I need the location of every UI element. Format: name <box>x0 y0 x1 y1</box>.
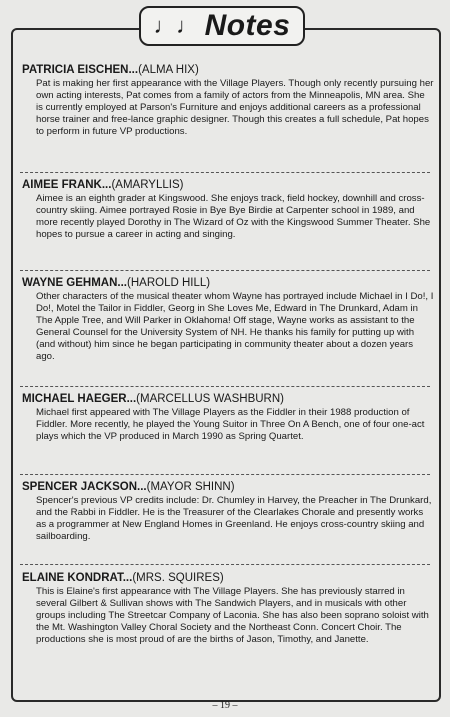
bio-entry-frank <box>22 178 440 241</box>
cast-name: WAYNE GEHMAN... <box>22 277 128 289</box>
divider <box>20 564 430 565</box>
bio-entry-gehman <box>22 276 440 362</box>
bio-entry-haeger <box>22 392 440 443</box>
cast-name: MICHAEL HAEGER... <box>22 393 137 405</box>
cast-role: (MAYOR SHINN) <box>146 481 235 493</box>
cast-name: ELAINE KONDRAT... <box>22 572 133 584</box>
cast-role: (AMARYLLIS) <box>111 179 184 191</box>
cast-name: SPENCER JACKSON... <box>22 481 147 493</box>
bio-text: Spencer's previous VP credits include: Dr. Chumley in Harvey, the Preacher in The Drunkard, and the Rabbi in Fiddler. He is the Treasurer of the Clearlakes Chorale and presently works as a programmer at New England Homes in Greenland. He enjoys cross-country skiing and sailboarding. <box>36 495 432 542</box>
bio-heading <box>22 178 440 192</box>
divider <box>20 172 430 173</box>
bio-text: Aimee is an eighth grader at Kingswood. She enjoys track, field hockey, downhill and cross-country skiing. Aimee portrayed Rosie in Bye Bye Birdie at Carpenter school in 1989, and more recently played Dorothy in The Wizard of Oz with the Kingswood Summer Theater. She hopes to pursue a career in acting and singing. <box>36 193 431 240</box>
cast-role: (HAROLD HILL) <box>127 277 211 289</box>
bio-heading <box>22 63 440 77</box>
notes-title-box <box>139 6 305 46</box>
musical-notes-icon: ♩♩ <box>153 13 199 38</box>
bio-text: Michael first appeared with The Village Players as the Fiddler in their 1988 production of Fiddler. More recently, he played the Young Suitor in Three On A Bench, one of four one-act plays which the VP produced in March 1990 as Spring Quartet. <box>36 407 425 442</box>
cast-name: AIMEE FRANK... <box>22 179 112 191</box>
cast-role: (MRS. SQUIRES) <box>132 572 224 584</box>
divider <box>20 386 430 387</box>
bio-text: Pat is making her first appearance with the Village Players. Though only recently pursuing her own acting interests, Pat comes from a family of actors from the Minneapolis, MN area. She is currently employed at Parson's Furniture and enjoys additional careers as a professional horse trainer and free-lance graphic designer. Though this creates a full schedule, Pat hopes to perform in future VP productions. <box>36 78 434 137</box>
cast-role: (ALMA HIX) <box>138 64 199 76</box>
cast-role: (MARCELLUS WASHBURN) <box>136 393 284 405</box>
bio-text: Other characters of the musical theater whom Wayne has portrayed include Michael in I Do!, I Do!, Motel the Tailor in Fiddler, Georg in She Loves Me, Edward in The Drunkard, Adam in The Apple Tree, and Will Parker in Oklahoma! Off stage, Wayne works as assistant to the General Counsel for the University System of NH. He thanks his family for putting up with (and without) him since he began participating in community theater about a dozen years ago. <box>36 291 434 362</box>
bio-entry-jackson <box>22 480 440 543</box>
page-title: Notes <box>204 9 291 42</box>
cast-name: PATRICIA EISCHEN... <box>22 64 139 76</box>
bio-entry-eischen <box>22 63 440 138</box>
bio-heading <box>22 276 440 290</box>
divider <box>20 474 430 475</box>
divider <box>20 270 430 271</box>
bio-heading <box>22 571 440 585</box>
bio-text: This is Elaine's first appearance with The Village Players. She has previously starred in several Gilbert & Sullivan shows with The Sandwich Players, and in musicals with other groups including The Streetcar Company of Laconia. She has also been soprano soloist with the Mt. Washington Valley Choral Society and the Northeast Conn. Concert Choir. The productions she is most proud of are the births of Jason, Timothy, and Janette. <box>36 586 429 645</box>
bio-heading <box>22 480 440 494</box>
page-number: – 19 – <box>212 700 238 711</box>
bio-entry-kondrat <box>22 571 440 646</box>
bio-heading <box>22 392 440 406</box>
